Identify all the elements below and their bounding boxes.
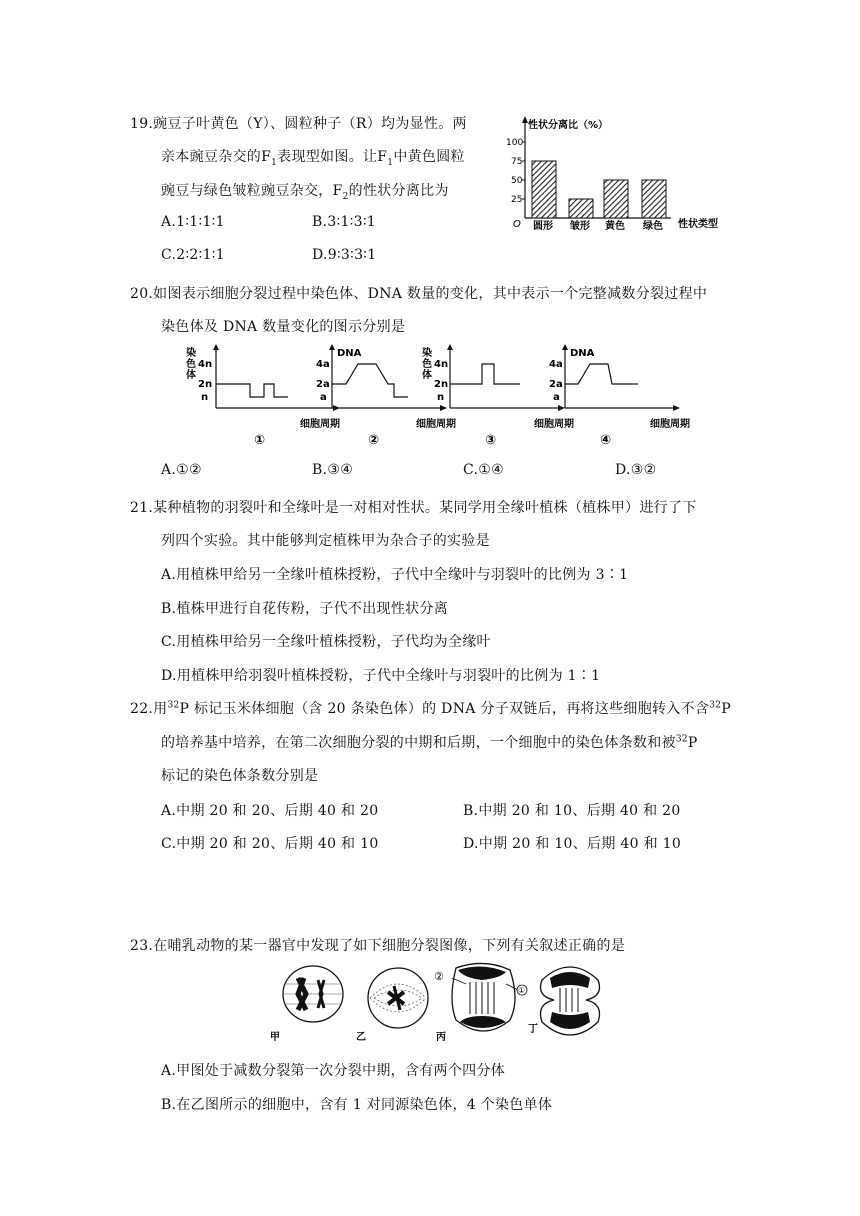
- q22-sup1: 32: [167, 700, 180, 711]
- graph-2-line: [332, 364, 408, 397]
- cell-jia: [270, 966, 343, 1043]
- chart-ytick-label: 50: [511, 176, 523, 186]
- q19-line2: [161, 146, 465, 168]
- q19-line1: 19.豌豆子叶黄色（Y）、圆粒种子（R）均为显性。两: [130, 116, 467, 132]
- q21-option-b: B.植株甲进行自花传粉，子代不出现性状分离: [161, 601, 449, 617]
- chart-category-label: 圆形: [533, 221, 553, 232]
- mark-1: ①: [518, 986, 526, 995]
- graph-4-tick-a: a: [553, 392, 560, 403]
- graph-4-tick-2a: 2a: [549, 379, 563, 390]
- graph-3-line: [450, 364, 520, 384]
- graph-2-xlabel: 细胞周期: [416, 419, 456, 430]
- q20-line1: 20.如图表示细胞分裂过程中染色体、DNA 数量的变化，其中表示一个完整减数分裂过程中: [130, 286, 708, 302]
- q19-sub2: 1: [387, 157, 394, 168]
- chart-ytick-label: 100: [506, 138, 524, 148]
- q19-line2-b: 表现型如图。让F: [277, 149, 388, 165]
- mark-2: ②: [434, 970, 444, 983]
- graph-1-tick-n: n: [201, 392, 209, 403]
- q19-line3-a: 豌豆与绿色皱粒豌豆杂交，F: [161, 183, 343, 199]
- q22-line1-b: P 标记玉米体细胞（含 20 条染色体）的 DNA 分子双链后，再将这些细胞转入不含: [179, 701, 710, 717]
- graph-4-line: [565, 364, 638, 384]
- chart-ytick-label: 75: [511, 157, 523, 167]
- q20-option-c: C.①④: [463, 462, 504, 478]
- q23-cell-figures: [270, 960, 610, 1048]
- graph-4-tick-4a: 4a: [549, 359, 563, 370]
- graph-1-tick-2n: 2n: [198, 379, 213, 390]
- q22-option-d: D.中期 20 和 10、后期 40 和 10: [463, 836, 682, 852]
- graph-1-line: [216, 384, 288, 397]
- graph-1-ylabel-1: 染: [186, 348, 196, 359]
- q23-line1: 23.在哺乳动物的某一器官中发现了如下细胞分裂图像，下列有关叙述正确的是: [130, 938, 626, 954]
- graph-3-ylabel-2: 色: [422, 359, 432, 370]
- graph-3-ylabel-3: 体: [422, 370, 432, 381]
- chart-category-label: 皱形: [570, 221, 590, 232]
- q22-sup2: 32: [709, 700, 722, 711]
- q19-option-c: C.2∶2∶1∶1: [161, 247, 225, 263]
- chart-xlabel: 性状类型: [678, 219, 718, 230]
- graph-4: [549, 344, 690, 448]
- chart-bar: [532, 161, 556, 218]
- q19-option-b: B.3∶1∶3∶1: [312, 214, 376, 230]
- q19-option-a: A.1∶1∶1∶1: [161, 214, 225, 230]
- graph-4-ylabel: DNA: [570, 348, 595, 359]
- chart-category-label: 绿色: [643, 221, 663, 232]
- graph-4-number: ④: [600, 433, 612, 448]
- q22-sup3: 32: [675, 734, 688, 745]
- graph-4-xlabel: 细胞周期: [650, 419, 690, 430]
- q19-bar-chart: [505, 112, 755, 237]
- q20-graphs: [180, 338, 700, 450]
- q22-line2-a: 的培养基中培养，在第二次细胞分裂的中期和后期，一个细胞中的染色体条数和被: [161, 735, 676, 751]
- chart-category-label: 黄色: [605, 221, 625, 232]
- q19-option-d: D.9∶3∶3∶1: [312, 247, 377, 263]
- q22-line3: 标记的染色体条数分别是: [161, 768, 319, 784]
- q22-line2: [161, 732, 698, 752]
- q22-line1-c: P: [721, 701, 731, 717]
- graph-3-xlabel: 细胞周期: [534, 419, 574, 430]
- graph-2-number: ②: [368, 433, 380, 448]
- q19-sub1: 1: [271, 157, 278, 168]
- chart-bar: [642, 180, 666, 218]
- q23-option-b: B.在乙图所示的细胞中，含有 1 对同源染色体，4 个染色单体: [161, 1097, 553, 1113]
- q22-line1: [130, 698, 731, 718]
- chart-ylabel: 性状分离比（%）: [528, 120, 609, 131]
- graph-1-xlabel: 细胞周期: [300, 419, 340, 430]
- cell-ding: [528, 967, 600, 1035]
- q21-option-d: D.用植株甲给羽裂叶植株授粉，子代中全缘叶与羽裂叶的比例为 1∶1: [161, 668, 601, 684]
- q23-option-a: A.甲图处于减数分裂第一次分裂中期，含有两个四分体: [161, 1063, 506, 1079]
- graph-2-tick-2a: 2a: [316, 379, 330, 390]
- cell-label-yi: 乙: [356, 1032, 366, 1043]
- q19-line3: [161, 180, 449, 202]
- cell-label-bing: 丙: [436, 1032, 446, 1043]
- chart-bar: [569, 199, 593, 218]
- q19-line3-b: 的性状分离比为: [348, 183, 449, 199]
- graph-2-tick-4a: 4a: [316, 359, 330, 370]
- q21-line2: 列四个实验。其中能够判定植株甲为杂合子的实验是: [161, 533, 490, 549]
- graph-2-ylabel: DNA: [337, 348, 362, 359]
- cell-yi: [356, 968, 428, 1043]
- graph-3-tick-2n: 2n: [434, 379, 449, 390]
- chart-ytick-label: 25: [511, 195, 523, 205]
- q20-option-a: A.①②: [161, 462, 202, 478]
- q22-option-a: A.中期 20 和 20、后期 40 和 20: [161, 803, 379, 819]
- cell-bing: [434, 963, 527, 1043]
- q22-line2-b: P: [687, 735, 698, 751]
- q20-option-b: B.③④: [312, 462, 354, 478]
- q21-line1: 21.某种植物的羽裂叶和全缘叶是一对相对性状。某同学用全缘叶植株（植株甲）进行了下: [130, 500, 697, 516]
- chart-bar: [604, 180, 628, 218]
- q21-option-a: A.用植株甲给另一全缘叶植株授粉，子代中全缘叶与羽裂叶的比例为 3∶1: [161, 567, 629, 583]
- cell-label-ding: 丁: [528, 1024, 538, 1035]
- graph-3-tick-4n: 4n: [434, 359, 449, 370]
- q19-sub3: 2: [342, 191, 349, 202]
- q22-option-c: C.中期 20 和 20、后期 40 和 10: [161, 836, 379, 852]
- q19-line2-c: 中黄色圆粒: [393, 149, 465, 165]
- q22-option-b: B.中期 20 和 10、后期 40 和 20: [463, 803, 681, 819]
- graph-2-tick-a: a: [320, 392, 327, 403]
- graph-1-number: ①: [254, 433, 266, 448]
- graph-3-number: ③: [485, 433, 497, 448]
- graph-1-ylabel-3: 体: [186, 370, 196, 381]
- graph-1-tick-4n: 4n: [198, 359, 213, 370]
- graph-1-ylabel-2: 色: [186, 359, 196, 370]
- graph-3-tick-n: n: [437, 392, 445, 403]
- q21-option-c: C.用植株甲给另一全缘叶植株授粉，子代均为全缘叶: [161, 634, 491, 650]
- q20-line2: 染色体及 DNA 数量变化的图示分别是: [161, 319, 406, 335]
- q19-line2-a: 亲本豌豆杂交的F: [161, 149, 272, 165]
- q20-option-d: D.③②: [615, 462, 657, 478]
- cell-label-jia: 甲: [270, 1032, 280, 1043]
- graph-3-ylabel-1: 染: [422, 348, 432, 359]
- chart-origin: O: [513, 219, 521, 230]
- q22-line1-a: 22.用: [130, 701, 168, 717]
